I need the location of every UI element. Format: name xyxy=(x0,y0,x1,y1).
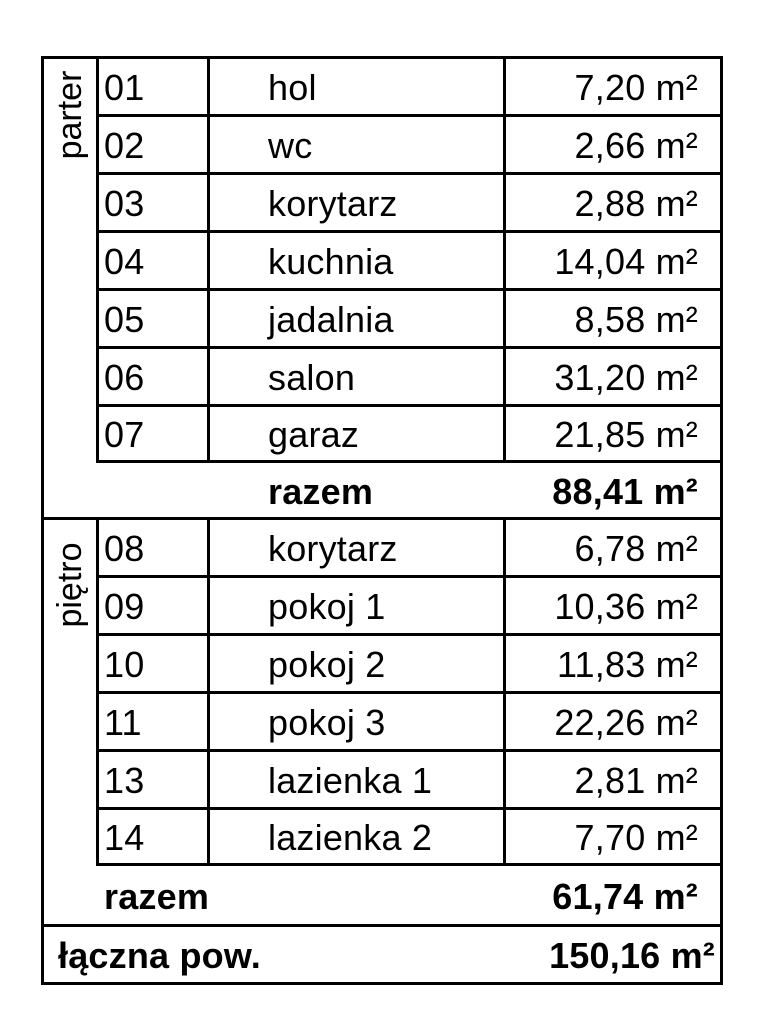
room-name: garaz xyxy=(268,414,360,455)
room-number: 05 xyxy=(104,299,145,340)
room-name: korytarz xyxy=(268,183,398,224)
room-area: 2,88 m² xyxy=(574,183,698,224)
room-name: pokoj 1 xyxy=(268,586,386,627)
room-area: 22,26 m² xyxy=(554,702,698,743)
room-name: pokoj 3 xyxy=(268,702,386,743)
room-name: jadalnia xyxy=(268,299,394,340)
parter-total-value: 88,41 m² xyxy=(552,471,698,512)
parter-col-divider-2 xyxy=(503,56,506,463)
room-name: kuchnia xyxy=(268,241,394,282)
room-name: lazienka 2 xyxy=(268,817,433,858)
room-area: 31,20 m² xyxy=(554,357,698,398)
room-number: 04 xyxy=(104,241,145,282)
room-area: 2,81 m² xyxy=(574,760,698,801)
room-area: 7,70 m² xyxy=(574,817,698,858)
pietro-total-label: razem xyxy=(104,876,210,917)
room-name: lazienka 1 xyxy=(268,760,433,801)
grand-total-label: łączna pow. xyxy=(58,935,261,976)
parter-label-divider xyxy=(96,56,99,463)
room-number: 14 xyxy=(104,817,145,858)
room-name: pokoj 2 xyxy=(268,644,386,685)
room-number: 06 xyxy=(104,357,145,398)
room-number: 02 xyxy=(104,125,145,166)
room-area: 8,58 m² xyxy=(574,299,698,340)
room-area: 21,85 m² xyxy=(554,414,698,455)
room-name: salon xyxy=(268,357,356,398)
grand-total-value: 150,16 m² xyxy=(549,935,715,976)
room-area: 2,66 m² xyxy=(574,125,698,166)
frame-right xyxy=(720,56,723,985)
room-number: 07 xyxy=(104,414,145,455)
pietro-total-value: 61,74 m² xyxy=(552,876,698,917)
room-number: 13 xyxy=(104,760,145,801)
room-area: 7,20 m² xyxy=(574,67,698,108)
room-number: 11 xyxy=(104,702,142,743)
room-name: korytarz xyxy=(268,528,398,569)
room-number: 08 xyxy=(104,528,145,569)
parter-col-divider-1 xyxy=(207,56,210,463)
room-area: 11,83 m² xyxy=(557,644,698,685)
room-area: 14,04 m² xyxy=(554,241,698,282)
room-number: 03 xyxy=(104,183,145,224)
room-name: hol xyxy=(268,67,317,108)
room-area: 10,36 m² xyxy=(554,586,698,627)
room-number: 10 xyxy=(104,644,145,685)
parter-total-label: razem xyxy=(268,471,374,512)
room-name: wc xyxy=(268,125,313,166)
section-label-pietro: piętro xyxy=(51,542,89,628)
frame-left xyxy=(41,56,44,985)
room-number: 09 xyxy=(104,586,145,627)
section-label-parter: parter xyxy=(51,70,89,160)
room-number: 01 xyxy=(104,67,145,108)
room-area: 6,78 m² xyxy=(574,528,698,569)
